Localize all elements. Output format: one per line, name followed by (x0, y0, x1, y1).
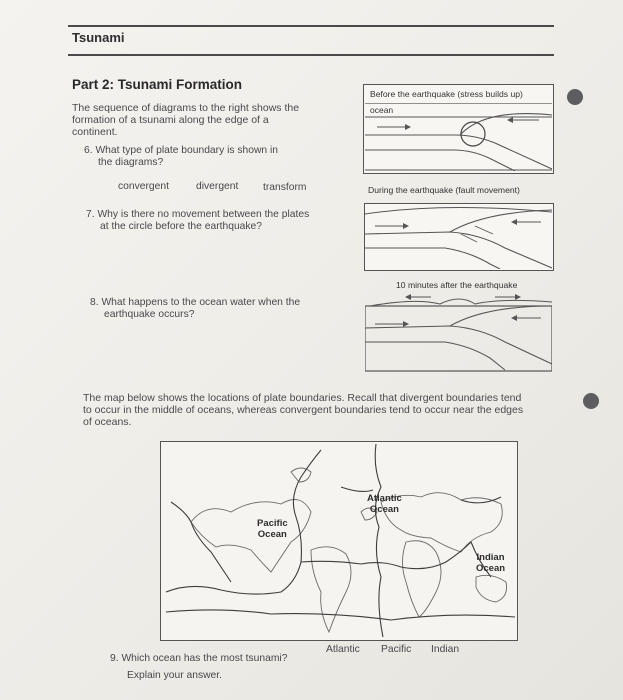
diagram-before-title: Before the earthquake (stress builds up) (370, 89, 523, 99)
diagram-after-title: 10 minutes after the earthquake (396, 280, 518, 290)
map-intro-text (83, 392, 563, 428)
header-bottom-rule (68, 54, 554, 56)
map-label-pacific (257, 518, 288, 540)
map-label-atlantic (367, 493, 402, 515)
option-atlantic[interactable]: Atlantic (326, 644, 360, 655)
question-8-line: earthquake occurs? (104, 309, 195, 320)
header-top-rule (68, 25, 554, 27)
binder-hole-top (567, 89, 583, 105)
option-transform[interactable]: transform (263, 182, 307, 193)
question-8-line: 8. What happens to the ocean water when the (90, 297, 301, 308)
map-label-line: Ocean (369, 504, 399, 515)
question-7-line: 7. Why is there no movement between the plates (86, 209, 310, 220)
question-6 (84, 145, 278, 169)
intro-text (72, 102, 342, 138)
option-indian[interactable]: Indian (431, 644, 460, 655)
option-convergent[interactable]: convergent (118, 181, 169, 192)
intro-line: formation of a tsunami along the edge of a (72, 114, 269, 126)
question-6-line: the diagrams? (98, 157, 164, 168)
map-label-line: Atlantic (367, 493, 402, 504)
map-label-line: Ocean (476, 563, 506, 574)
ocean-label: ocean (370, 105, 394, 115)
question-8 (90, 297, 300, 321)
map-label-indian (476, 552, 505, 574)
question-7-line: at the circle before the earthquake? (100, 221, 262, 232)
option-pacific[interactable]: Pacific (381, 644, 412, 655)
option-divergent[interactable]: divergent (196, 181, 239, 192)
question-9-explain: Explain your answer. (127, 670, 223, 681)
map-intro-line: of oceans. (83, 416, 132, 428)
page-header-title: Tsunami (72, 30, 125, 45)
map-label-line: Indian (476, 552, 505, 563)
question-6-line: 6. What type of plate boundary is shown in (84, 145, 279, 156)
plate-boundary-map-svg (161, 442, 516, 639)
question-7 (86, 209, 309, 233)
diagram-before-svg (365, 103, 552, 171)
map-intro-line: to occur in the middle of oceans, whereas convergent boundaries tend to occur near the edges (83, 404, 524, 416)
part-title: Part 2: Tsunami Formation (72, 77, 243, 92)
intro-line: The sequence of diagrams to the right shows the (72, 102, 300, 114)
diagram-during-title: During the earthquake (fault movement) (368, 185, 520, 195)
diagram-after-svg (365, 292, 552, 372)
map-intro-line: The map below shows the locations of plate boundaries. Recall that divergent boundaries tend (83, 392, 522, 404)
question-9-line: 9. Which ocean has the most tsunami? (110, 653, 288, 664)
intro-line: continent. (72, 126, 118, 138)
map-label-line: Ocean (257, 529, 287, 540)
map-label-line: Pacific (257, 518, 288, 529)
diagram-during-svg (365, 204, 552, 269)
binder-hole-middle (583, 393, 599, 409)
